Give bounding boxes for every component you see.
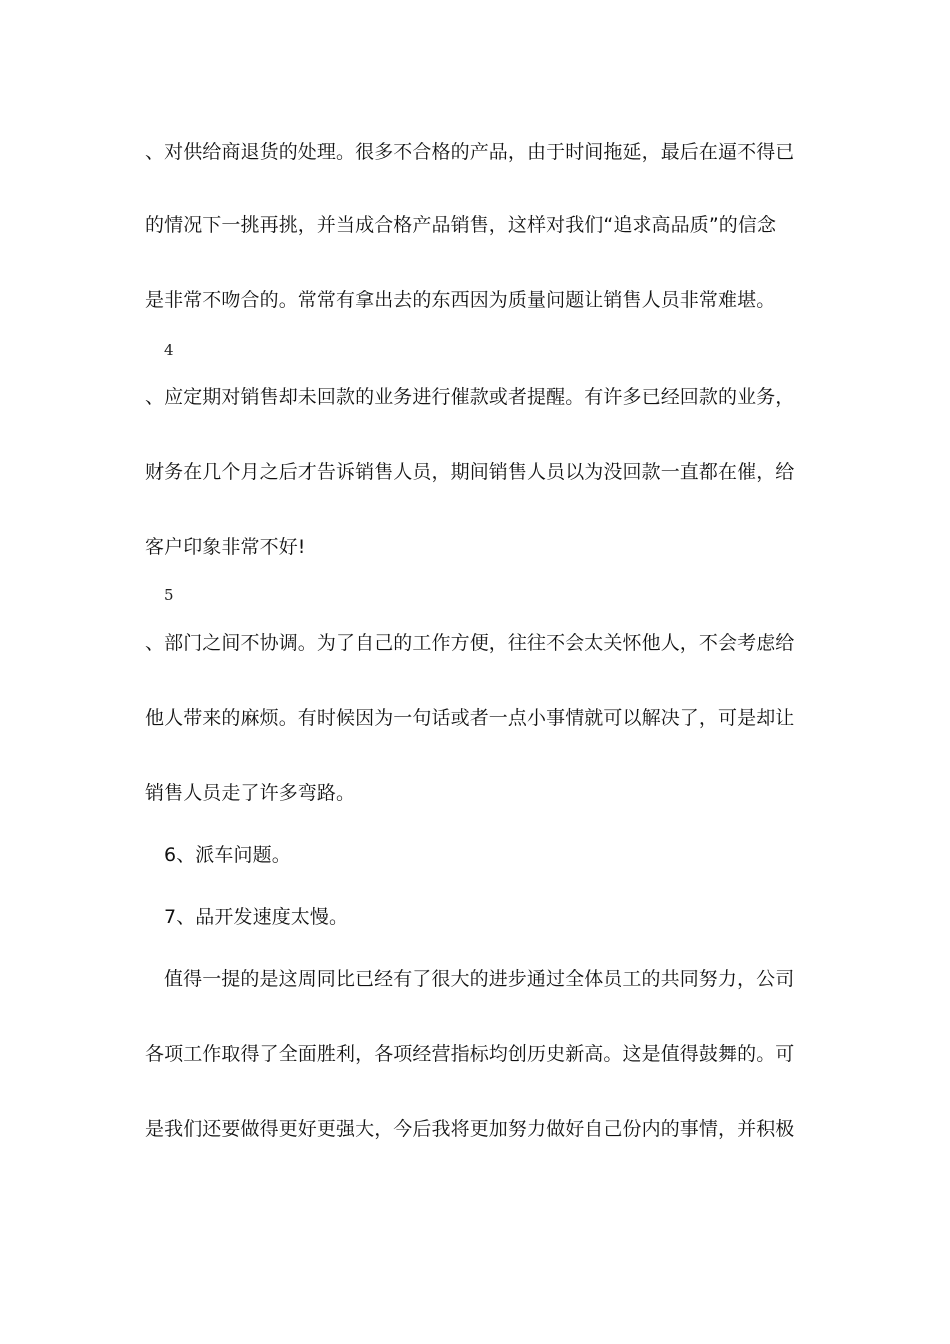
paragraph-line: 值得一提的是这周同比已经有了很大的进步通过全体员工的共同努力，公司 [164,968,795,990]
paragraph-line: 、对供给商退货的处理。很多不合格的产品，由于时间拖延，最后在逼不得已 [145,141,795,163]
paragraph-line: 是我们还要做得更好更强大，今后我将更加努力做好自己份内的事情，并积极 [145,1118,795,1140]
list-number: 4 [164,341,174,359]
paragraph-line: 各项工作取得了全面胜利，各项经营指标均创历史新高。这是值得鼓舞的。可 [145,1043,795,1065]
list-number: 5 [164,586,174,604]
list-item: 6、派车问题。 [164,844,291,866]
paragraph-line: 财务在几个月之后才告诉销售人员，期间销售人员以为没回款一直都在催，给 [145,461,795,483]
paragraph-line: 他人带来的麻烦。有时候因为一句话或者一点小事情就可以解决了，可是却让 [145,707,795,729]
paragraph-line: 销售人员走了许多弯路。 [145,782,356,804]
paragraph-line: 是非常不吻合的。常常有拿出去的东西因为质量问题让销售人员非常难堪。 [145,289,776,311]
paragraph-line: 的情况下一挑再挑，并当成合格产品销售，这样对我们“追求高品质”的信念 [145,214,777,236]
paragraph-line: 客户印象非常不好! [145,536,306,558]
list-item: 7、品开发速度太慢。 [164,906,349,928]
paragraph-line: 、部门之间不协调。为了自己的工作方便，往往不会太关怀他人，不会考虑给 [145,632,795,654]
paragraph-line: 、应定期对销售却未回款的业务进行催款或者提醒。有许多已经回款的业务， [145,386,795,408]
